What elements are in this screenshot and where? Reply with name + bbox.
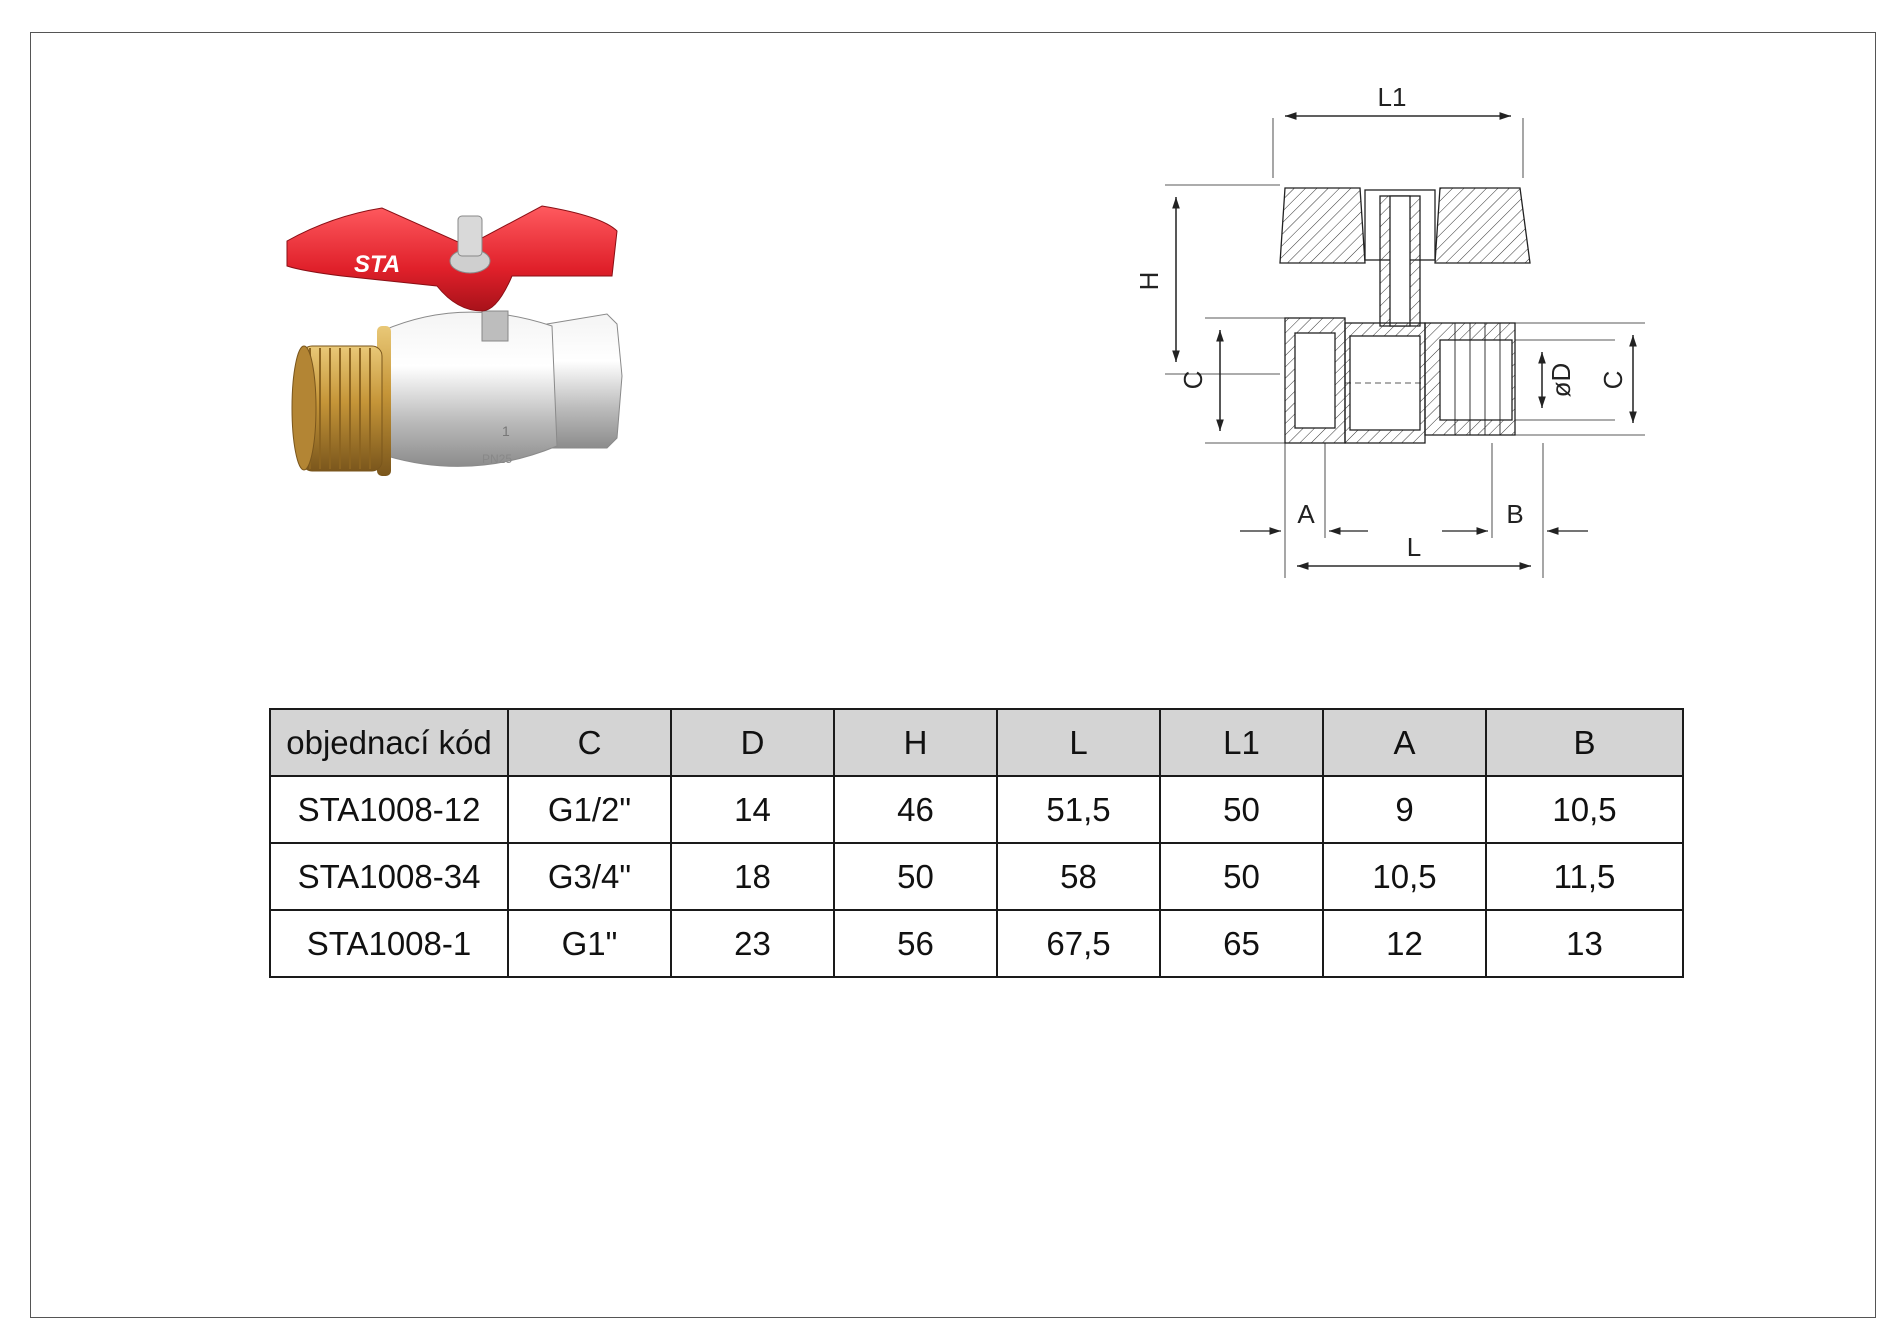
table-row	[270, 910, 1683, 977]
header-l: L	[997, 709, 1160, 776]
table-cell: 50	[1160, 776, 1323, 843]
table-cell: G1/2"	[508, 776, 671, 843]
svg-text:1: 1	[502, 423, 510, 439]
header-h: H	[834, 709, 997, 776]
table-cell: 46	[834, 776, 997, 843]
dim-label-c-right: C	[1598, 370, 1628, 390]
table-cell: 65	[1160, 910, 1323, 977]
header-l1: L1	[1160, 709, 1323, 776]
header-c: C	[508, 709, 671, 776]
table-cell: 56	[834, 910, 997, 977]
table-cell: 10,5	[1323, 843, 1486, 910]
technical-drawing	[1110, 78, 1670, 598]
dim-label-c-left: C	[1178, 370, 1208, 390]
dim-label-h: H	[1134, 271, 1164, 291]
header-order-code: objednací kód	[270, 709, 508, 776]
table-cell: 9	[1323, 776, 1486, 843]
dim-label-b: B	[1506, 499, 1524, 529]
table-cell: STA1008-1	[270, 910, 508, 977]
dim-label-l1: L1	[1377, 82, 1407, 112]
table-cell: 14	[671, 776, 834, 843]
header-a: A	[1323, 709, 1486, 776]
ball-valve-photo	[212, 176, 722, 528]
table-cell: 50	[834, 843, 997, 910]
table-cell: 13	[1486, 910, 1683, 977]
table-cell: 18	[671, 843, 834, 910]
table-cell: STA1008-34	[270, 843, 508, 910]
table-cell: 10,5	[1486, 776, 1683, 843]
dim-label-a: A	[1297, 499, 1315, 529]
svg-text:STA: STA	[354, 251, 401, 278]
table-row	[270, 776, 1683, 843]
spec-table	[269, 708, 1684, 978]
table-cell: 11,5	[1486, 843, 1683, 910]
table-cell: 58	[997, 843, 1160, 910]
table-cell: G3/4"	[508, 843, 671, 910]
table-cell: 50	[1160, 843, 1323, 910]
table-cell: 67,5	[997, 910, 1160, 977]
table-header-row	[270, 709, 1683, 776]
header-d: D	[671, 709, 834, 776]
dim-label-d: øD	[1546, 362, 1576, 398]
table-cell: STA1008-12	[270, 776, 508, 843]
table-cell: G1"	[508, 910, 671, 977]
table-cell: 23	[671, 910, 834, 977]
svg-text:PN25: PN25	[482, 452, 513, 466]
table-cell: 51,5	[997, 776, 1160, 843]
header-b: B	[1486, 709, 1683, 776]
table-row	[270, 843, 1683, 910]
dim-label-l: L	[1406, 532, 1422, 562]
table-cell: 12	[1323, 910, 1486, 977]
